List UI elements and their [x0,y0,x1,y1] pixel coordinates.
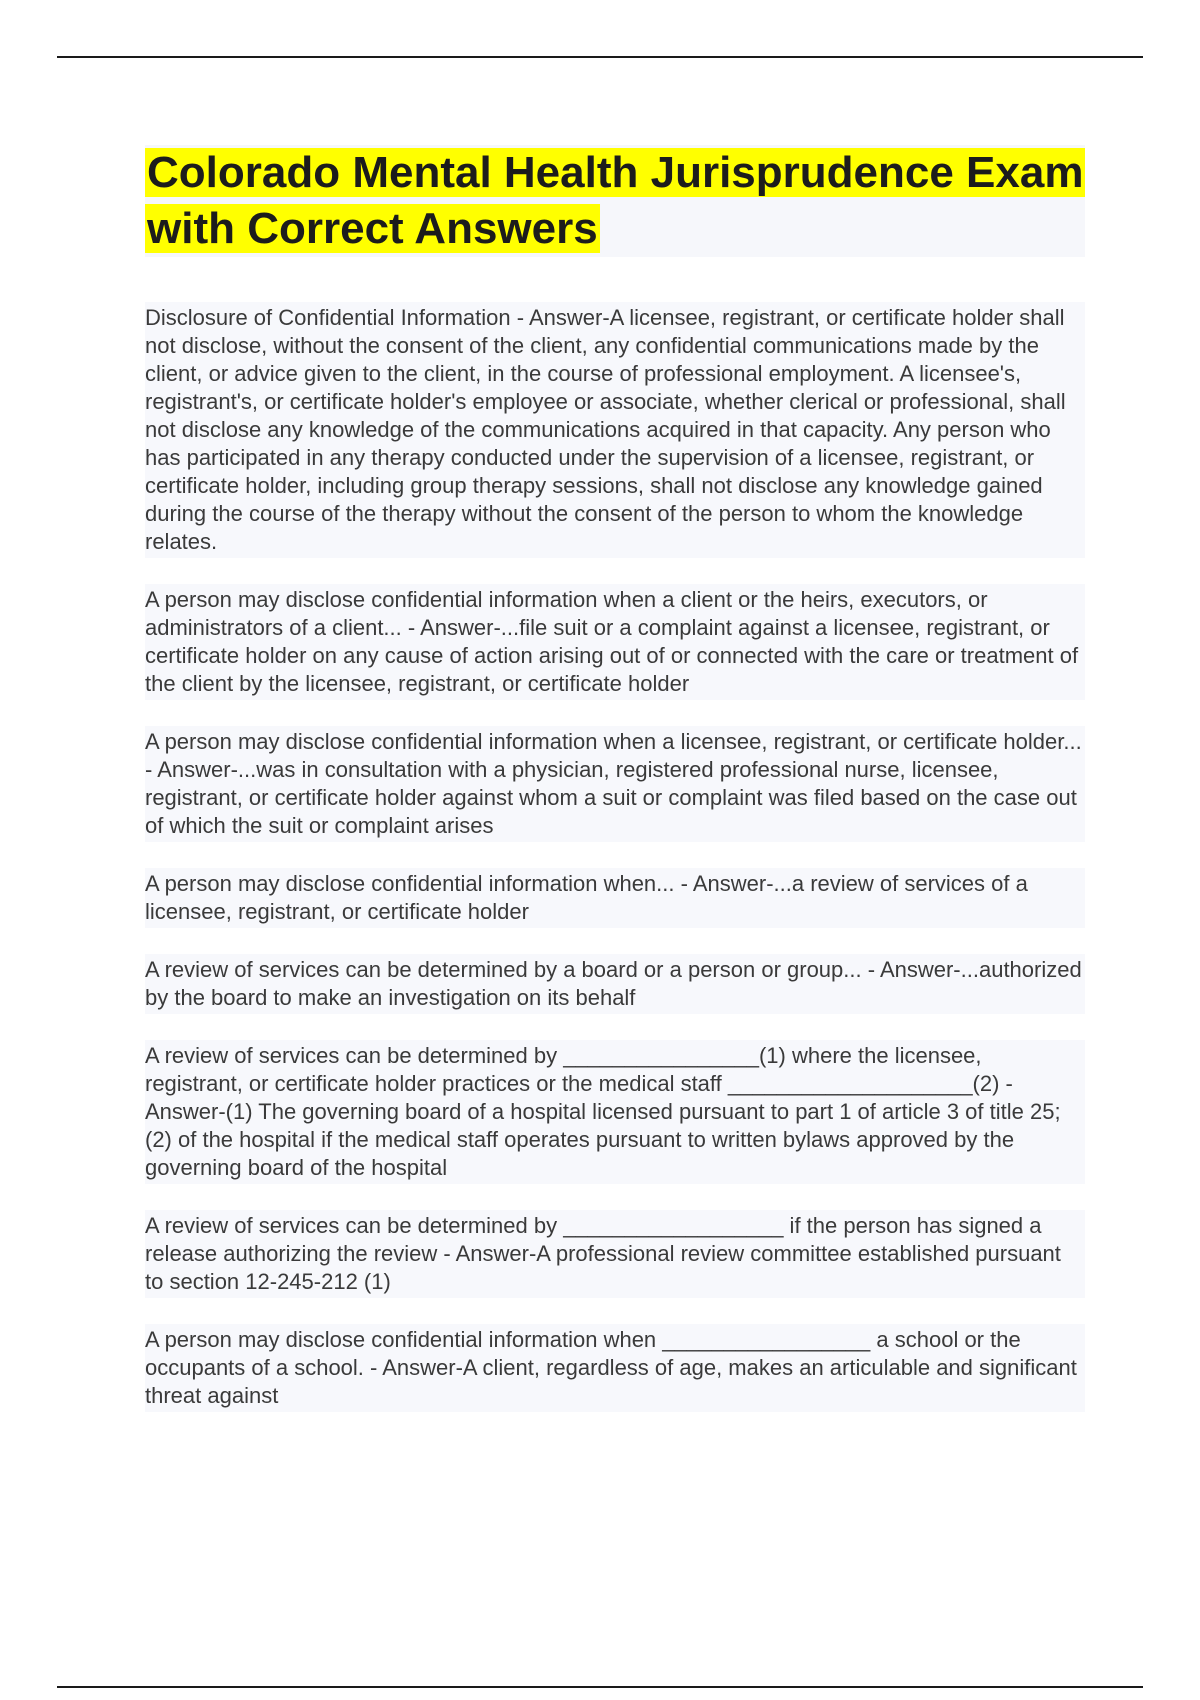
qa-item: A person may disclose confidential information when... - Answer-...a review of services of a licensee, registrant, or certificate holder [145,868,1085,928]
qa-item: A person may disclose confidential information when a client or the heirs, executors, or administrators of a client... - Answer-...file suit or a complaint against a licensee, registrant, or certificate holder on any cause of action arising out of or connected with the care or treatment of the client by the licensee, registrant, or certificate holder [145,584,1085,700]
qa-item: A review of services can be determined by a board or a person or group... - Answer-...authorized by the board to make an investigation on its behalf [145,954,1085,1014]
top-rule [57,56,1143,58]
title-block [145,145,1085,257]
document-title: Colorado Mental Health Jurisprudence Exam with Correct Answers [147,148,1084,253]
qa-item: Disclosure of Confidential Information - Answer-A licensee, registrant, or certificate holder shall not disclose, without the consent of the client, any confidential communications made by the client, or advice given to the client, in the course of professional employment. A licensee's, registrant's, or certificate holder's employee or associate, whether clerical or professional, shall not disclose any knowledge of the communications acquired in that capacity. Any person who has participated in any therapy conducted under the supervision of a licensee, registrant, or certificate holder, including group therapy sessions, shall not disclose any knowledge gained during the course of the therapy without the consent of the person to whom the knowledge relates. [145,302,1085,558]
bottom-rule [57,1686,1143,1688]
qa-item: A person may disclose confidential information when _________________ a school or the occupants of a school. - Answer-A client, regardless of age, makes an articulable and significant threat against [145,1324,1085,1412]
qa-item: A review of services can be determined by __________________ if the person has signed a release authorizing the review - Answer-A professional review committee established pursuant to section 12-245-212 (1) [145,1210,1085,1298]
qa-list [145,302,1085,1438]
qa-item: A person may disclose confidential information when a licensee, registrant, or certificate holder... - Answer-...was in consultation with a physician, registered professional nurse, licensee, registrant, or certificate holder against whom a suit or complaint was filed based on the case out of which the suit or complaint arises [145,726,1085,842]
qa-item: A review of services can be determined by ________________(1) where the licensee, registrant, or certificate holder practices or the medical staff ____________________(2) - Answer-(1) The governing board of a hospital licensed pursuant to part 1 of article 3 of title 25; (2) of the hospital if the medical staff operates pursuant to written bylaws approved by the governing board of the hospital [145,1040,1085,1184]
